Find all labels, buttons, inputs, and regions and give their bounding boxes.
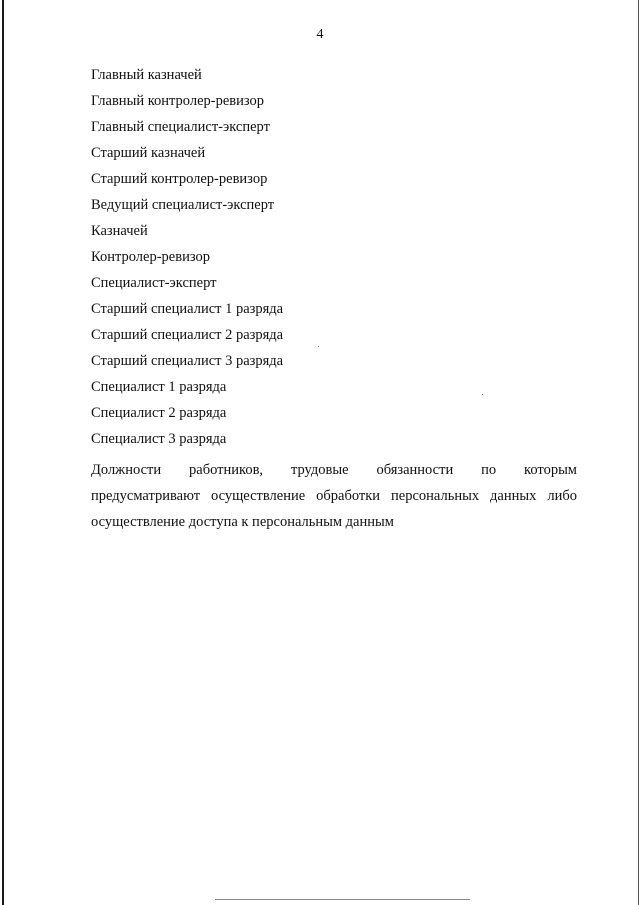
scan-bottom-line [215,899,470,900]
position-item: Специалист 3 разряда [91,431,227,447]
position-item: Специалист 1 разряда [91,379,227,395]
section-heading-paragraph [91,457,577,535]
scan-speck [482,394,483,395]
page-number: 4 [316,27,324,42]
position-item: Контролер-ревизор [91,249,210,265]
section-heading-line-1: Должности работников, трудовые обязанности по которым [91,462,577,478]
position-item: Главный казначей [91,67,202,83]
position-item: Казначей [91,223,148,239]
position-item: Старший казначей [91,145,206,161]
position-item: Старший специалист 1 разряда [91,301,284,317]
position-item: Специалист-эксперт [91,275,217,291]
scan-border-left [2,0,4,905]
scan-speck [318,346,319,347]
position-item: Старший специалист 3 разряда [91,353,284,369]
position-item: Ведущий специалист-эксперт [91,197,275,213]
positions-list [91,67,283,457]
scan-border-right [638,0,639,905]
position-item: Старший контролер-ревизор [91,171,268,187]
position-item: Главный контролер-ревизор [91,93,265,109]
section-heading-rest: предусматривают осуществление обработки персональных данных либо осуществление доступа к персональным данным [91,488,577,530]
position-item: Старший специалист 2 разряда [91,327,284,343]
position-item: Специалист 2 разряда [91,405,227,421]
position-item: Главный специалист-эксперт [91,119,270,135]
